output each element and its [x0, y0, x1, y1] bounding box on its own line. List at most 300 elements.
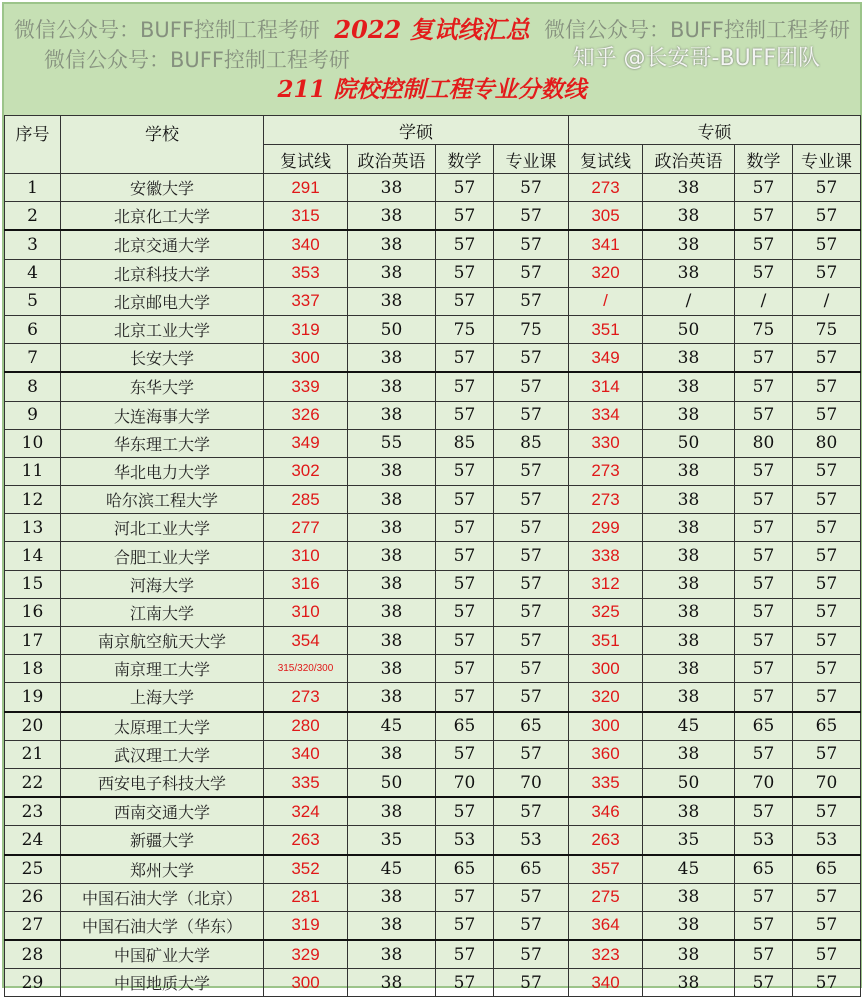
cell-professional-major: 57 [793, 797, 861, 826]
cell-index: 23 [5, 797, 61, 826]
cell-academic-major: 57 [494, 230, 569, 259]
cell-professional-major: 57 [793, 230, 861, 259]
cell-academic-politics-english: 38 [348, 514, 436, 542]
cell-professional-politics-english: 50 [643, 315, 735, 343]
cell-professional-retest-line: 273 [569, 457, 643, 485]
cell-academic-major: 57 [494, 797, 569, 826]
cell-professional-retest-line: 320 [569, 683, 643, 712]
cell-professional-politics-english: 50 [643, 768, 735, 797]
cell-professional-retest-line: 330 [569, 429, 643, 457]
cell-professional-math: 57 [735, 259, 793, 287]
table-row [5, 740, 861, 768]
table-row [5, 883, 861, 911]
cell-school: 新疆大学 [61, 826, 264, 855]
cell-school: 武汉理工大学 [61, 740, 264, 768]
cell-professional-math: 70 [735, 768, 793, 797]
cell-professional-math: 57 [735, 627, 793, 655]
score-table-sheet [2, 2, 862, 994]
cell-professional-retest-line: 314 [569, 372, 643, 401]
cell-academic-math: 57 [436, 174, 494, 202]
cell-academic-math: 57 [436, 542, 494, 570]
cell-academic-major: 57 [494, 655, 569, 683]
cell-academic-politics-english: 38 [348, 683, 436, 712]
cell-professional-retest-line: 300 [569, 712, 643, 741]
cell-school: 江南大学 [61, 598, 264, 626]
cell-academic-politics-english: 45 [348, 712, 436, 741]
cell-academic-math: 57 [436, 797, 494, 826]
cell-school: 中国石油大学（华东） [61, 911, 264, 940]
cell-professional-retest-line: 351 [569, 315, 643, 343]
table-row [5, 855, 861, 884]
cell-academic-retest-line: 273 [264, 683, 348, 712]
cell-professional-retest-line: 349 [569, 344, 643, 373]
cell-academic-major: 53 [494, 826, 569, 855]
subheader-professional: 复试线 [569, 145, 643, 174]
cell-academic-politics-english: 38 [348, 940, 436, 969]
cell-professional-politics-english: / [643, 287, 735, 315]
cell-professional-politics-english: 38 [643, 683, 735, 712]
cell-professional-politics-english: 38 [643, 655, 735, 683]
cell-academic-politics-english: 38 [348, 542, 436, 570]
cell-academic-retest-line: 315 [264, 202, 348, 231]
cell-professional-math: 57 [735, 883, 793, 911]
cell-index: 11 [5, 457, 61, 485]
cell-academic-politics-english: 45 [348, 855, 436, 884]
cell-professional-politics-english: 38 [643, 570, 735, 598]
cell-index: 8 [5, 372, 61, 401]
cell-professional-politics-english: 38 [643, 797, 735, 826]
cell-professional-retest-line: 346 [569, 797, 643, 826]
cell-school: 安徽大学 [61, 174, 264, 202]
cell-academic-math: 75 [436, 315, 494, 343]
cell-academic-retest-line: 329 [264, 940, 348, 969]
cell-index: 29 [5, 969, 61, 997]
cell-index: 5 [5, 287, 61, 315]
cell-academic-retest-line: 319 [264, 315, 348, 343]
cell-academic-retest-line: 263 [264, 826, 348, 855]
cell-academic-math: 57 [436, 457, 494, 485]
cell-academic-retest-line: 315/320/300 [264, 655, 348, 683]
cell-academic-math: 70 [436, 768, 494, 797]
cell-academic-politics-english: 38 [348, 401, 436, 429]
cell-professional-politics-english: 38 [643, 940, 735, 969]
cell-index: 24 [5, 826, 61, 855]
cell-academic-major: 57 [494, 514, 569, 542]
cell-professional-math: 57 [735, 797, 793, 826]
cell-academic-math: 57 [436, 598, 494, 626]
cell-professional-retest-line: 320 [569, 259, 643, 287]
cell-academic-math: 57 [436, 372, 494, 401]
cell-school: 北京邮电大学 [61, 287, 264, 315]
cell-academic-retest-line: 335 [264, 768, 348, 797]
cell-academic-retest-line: 319 [264, 911, 348, 940]
cell-academic-retest-line: 340 [264, 230, 348, 259]
cell-professional-politics-english: 38 [643, 542, 735, 570]
cell-academic-retest-line: 316 [264, 570, 348, 598]
cell-school: 中国矿业大学 [61, 940, 264, 969]
table-row [5, 570, 861, 598]
table-row [5, 826, 861, 855]
cell-professional-major: 57 [793, 514, 861, 542]
cell-academic-major: 57 [494, 683, 569, 712]
table-row [5, 712, 861, 741]
cell-academic-major: 57 [494, 883, 569, 911]
cell-professional-retest-line: 305 [569, 202, 643, 231]
cell-professional-math: 57 [735, 344, 793, 373]
cell-professional-major: 57 [793, 344, 861, 373]
cell-academic-politics-english: 50 [348, 315, 436, 343]
cell-index: 22 [5, 768, 61, 797]
cell-professional-politics-english: 38 [643, 883, 735, 911]
cell-school: 河海大学 [61, 570, 264, 598]
subheader-professional: 数学 [735, 145, 793, 174]
cell-professional-major: 57 [793, 969, 861, 997]
cell-professional-politics-english: 45 [643, 855, 735, 884]
cell-professional-retest-line: 325 [569, 598, 643, 626]
cell-academic-math: 57 [436, 486, 494, 514]
cell-professional-retest-line: 323 [569, 940, 643, 969]
cell-academic-retest-line: 340 [264, 740, 348, 768]
cell-index: 18 [5, 655, 61, 683]
cell-professional-major: 75 [793, 315, 861, 343]
subheader-professional: 专业课 [793, 145, 861, 174]
header-index: 序号 [5, 116, 61, 174]
cell-academic-math: 57 [436, 344, 494, 373]
cell-academic-major: 75 [494, 315, 569, 343]
subtitle: 211 院校控制工程专业分数线 [277, 76, 587, 103]
cell-professional-major: 57 [793, 911, 861, 940]
cell-school: 西南交通大学 [61, 797, 264, 826]
cell-professional-politics-english: 38 [643, 911, 735, 940]
cell-academic-politics-english: 55 [348, 429, 436, 457]
cell-academic-politics-english: 38 [348, 202, 436, 231]
cell-academic-retest-line: 281 [264, 883, 348, 911]
cell-professional-major: 53 [793, 826, 861, 855]
cell-professional-politics-english: 38 [643, 514, 735, 542]
cell-academic-math: 57 [436, 202, 494, 231]
cell-school: 华北电力大学 [61, 457, 264, 485]
cell-professional-math: 57 [735, 514, 793, 542]
cell-academic-politics-english: 38 [348, 259, 436, 287]
cell-professional-retest-line: 360 [569, 740, 643, 768]
cell-index: 12 [5, 486, 61, 514]
cell-index: 2 [5, 202, 61, 231]
cell-professional-math: 57 [735, 740, 793, 768]
cell-professional-retest-line: 273 [569, 174, 643, 202]
cell-school: 郑州大学 [61, 855, 264, 884]
cell-professional-math: 57 [735, 655, 793, 683]
table-row [5, 457, 861, 485]
cell-academic-math: 57 [436, 883, 494, 911]
table-row [5, 797, 861, 826]
table-row [5, 429, 861, 457]
cell-school: 北京科技大学 [61, 259, 264, 287]
cell-professional-math: 57 [735, 230, 793, 259]
cell-index: 3 [5, 230, 61, 259]
cell-academic-major: 57 [494, 969, 569, 997]
cell-professional-retest-line: 299 [569, 514, 643, 542]
table-row [5, 230, 861, 259]
cell-professional-major: 65 [793, 855, 861, 884]
cell-professional-major: 80 [793, 429, 861, 457]
cell-index: 19 [5, 683, 61, 712]
cell-school: 西安电子科技大学 [61, 768, 264, 797]
cell-academic-major: 65 [494, 855, 569, 884]
watermark-wechat: 微信公众号：BUFF控制工程考研 [44, 48, 350, 72]
cell-academic-math: 65 [436, 712, 494, 741]
cell-academic-math: 57 [436, 287, 494, 315]
cell-academic-politics-english: 50 [348, 768, 436, 797]
cell-academic-math: 57 [436, 911, 494, 940]
table-row [5, 344, 861, 373]
cell-academic-politics-english: 38 [348, 486, 436, 514]
cell-academic-politics-english: 38 [348, 344, 436, 373]
table-row [5, 940, 861, 969]
cell-professional-math: 57 [735, 174, 793, 202]
cell-academic-math: 57 [436, 627, 494, 655]
cell-index: 7 [5, 344, 61, 373]
cell-professional-retest-line: / [569, 287, 643, 315]
cell-professional-major: 70 [793, 768, 861, 797]
cell-professional-politics-english: 38 [643, 344, 735, 373]
cell-index: 6 [5, 315, 61, 343]
table-row [5, 486, 861, 514]
cell-academic-major: 57 [494, 570, 569, 598]
header-school: 学校 [61, 116, 264, 174]
cell-professional-politics-english: 38 [643, 740, 735, 768]
cell-academic-retest-line: 310 [264, 542, 348, 570]
cell-academic-major: 57 [494, 598, 569, 626]
cell-academic-major: 57 [494, 627, 569, 655]
cell-academic-major: 57 [494, 202, 569, 231]
cell-academic-major: 57 [494, 287, 569, 315]
cell-school: 太原理工大学 [61, 712, 264, 741]
cell-professional-math: / [735, 287, 793, 315]
cell-school: 河北工业大学 [61, 514, 264, 542]
cell-professional-major: 57 [793, 627, 861, 655]
cell-academic-politics-english: 38 [348, 457, 436, 485]
table-row [5, 542, 861, 570]
cell-academic-math: 57 [436, 969, 494, 997]
cell-academic-politics-english: 38 [348, 969, 436, 997]
table-row [5, 514, 861, 542]
cell-professional-major: 57 [793, 486, 861, 514]
cell-professional-major: 57 [793, 740, 861, 768]
cell-index: 9 [5, 401, 61, 429]
cell-professional-major: 57 [793, 598, 861, 626]
cell-academic-retest-line: 352 [264, 855, 348, 884]
cell-index: 20 [5, 712, 61, 741]
cell-index: 26 [5, 883, 61, 911]
cell-academic-politics-english: 38 [348, 911, 436, 940]
cell-index: 25 [5, 855, 61, 884]
table-row [5, 911, 861, 940]
header-academic: 学硕 [264, 116, 569, 145]
watermark-zhihu: 知乎 @长安哥-BUFF团队 [572, 46, 820, 71]
cell-professional-math: 57 [735, 202, 793, 231]
table-row [5, 683, 861, 712]
cell-academic-major: 85 [494, 429, 569, 457]
cell-professional-retest-line: 351 [569, 627, 643, 655]
cell-professional-math: 53 [735, 826, 793, 855]
cell-school: 华东理工大学 [61, 429, 264, 457]
cell-school: 北京化工大学 [61, 202, 264, 231]
cell-academic-major: 70 [494, 768, 569, 797]
cell-school: 中国石油大学（北京） [61, 883, 264, 911]
cell-index: 10 [5, 429, 61, 457]
subheader-academic: 数学 [436, 145, 494, 174]
cell-professional-major: 65 [793, 712, 861, 741]
cell-academic-retest-line: 277 [264, 514, 348, 542]
cell-professional-politics-english: 35 [643, 826, 735, 855]
cell-school: 中国地质大学 [61, 969, 264, 997]
cell-academic-major: 57 [494, 457, 569, 485]
cell-academic-major: 65 [494, 712, 569, 741]
cell-academic-politics-english: 38 [348, 598, 436, 626]
cell-professional-politics-english: 38 [643, 230, 735, 259]
cell-professional-politics-english: 38 [643, 401, 735, 429]
cell-school: 南京航空航天大学 [61, 627, 264, 655]
cell-professional-major: 57 [793, 883, 861, 911]
cell-professional-retest-line: 300 [569, 655, 643, 683]
subheader-academic: 复试线 [264, 145, 348, 174]
cell-professional-politics-english: 38 [643, 372, 735, 401]
table-row [5, 202, 861, 231]
cell-academic-politics-english: 38 [348, 287, 436, 315]
table-row [5, 287, 861, 315]
cell-index: 13 [5, 514, 61, 542]
cell-school: 南京理工大学 [61, 655, 264, 683]
cell-professional-retest-line: 312 [569, 570, 643, 598]
table-row [5, 401, 861, 429]
cell-professional-politics-english: 38 [643, 969, 735, 997]
cell-professional-major: 57 [793, 655, 861, 683]
cell-professional-retest-line: 275 [569, 883, 643, 911]
cell-school: 大连海事大学 [61, 401, 264, 429]
cell-academic-math: 65 [436, 855, 494, 884]
cell-professional-math: 80 [735, 429, 793, 457]
cell-professional-major: / [793, 287, 861, 315]
cell-professional-math: 65 [735, 855, 793, 884]
cell-school: 北京工业大学 [61, 315, 264, 343]
cell-professional-politics-english: 38 [643, 202, 735, 231]
cell-index: 17 [5, 627, 61, 655]
cell-professional-politics-english: 38 [643, 457, 735, 485]
cell-professional-retest-line: 263 [569, 826, 643, 855]
cell-academic-politics-english: 38 [348, 883, 436, 911]
cell-academic-politics-english: 38 [348, 174, 436, 202]
cell-professional-math: 57 [735, 940, 793, 969]
cell-professional-major: 57 [793, 401, 861, 429]
cell-professional-major: 57 [793, 372, 861, 401]
cell-professional-major: 57 [793, 174, 861, 202]
cell-academic-math: 57 [436, 683, 494, 712]
cell-professional-retest-line: 335 [569, 768, 643, 797]
cell-professional-major: 57 [793, 457, 861, 485]
cell-professional-major: 57 [793, 570, 861, 598]
cell-professional-math: 65 [735, 712, 793, 741]
cell-professional-retest-line: 341 [569, 230, 643, 259]
cell-professional-math: 75 [735, 315, 793, 343]
cell-academic-retest-line: 354 [264, 627, 348, 655]
cell-academic-retest-line: 300 [264, 344, 348, 373]
cell-school: 上海大学 [61, 683, 264, 712]
cell-professional-politics-english: 38 [643, 486, 735, 514]
cell-academic-major: 57 [494, 486, 569, 514]
cell-professional-politics-english: 38 [643, 598, 735, 626]
cell-academic-retest-line: 280 [264, 712, 348, 741]
cell-professional-retest-line: 357 [569, 855, 643, 884]
cell-academic-math: 57 [436, 740, 494, 768]
table-row [5, 315, 861, 343]
watermark-wechat: 微信公众号：BUFF控制工程考研 [14, 18, 320, 42]
cell-index: 4 [5, 259, 61, 287]
cell-academic-major: 57 [494, 259, 569, 287]
cell-academic-retest-line: 300 [264, 969, 348, 997]
cell-academic-major: 57 [494, 740, 569, 768]
cell-professional-math: 57 [735, 911, 793, 940]
cell-academic-math: 57 [436, 259, 494, 287]
cell-academic-major: 57 [494, 344, 569, 373]
cell-academic-politics-english: 38 [348, 797, 436, 826]
cell-academic-math: 57 [436, 570, 494, 598]
cell-academic-politics-english: 38 [348, 230, 436, 259]
cell-index: 21 [5, 740, 61, 768]
cell-academic-major: 57 [494, 372, 569, 401]
cell-professional-politics-english: 38 [643, 174, 735, 202]
cell-school: 合肥工业大学 [61, 542, 264, 570]
cell-index: 28 [5, 940, 61, 969]
cell-academic-retest-line: 326 [264, 401, 348, 429]
cell-academic-politics-english: 38 [348, 372, 436, 401]
table-row [5, 627, 861, 655]
cell-professional-math: 57 [735, 486, 793, 514]
cell-professional-math: 57 [735, 457, 793, 485]
cell-index: 16 [5, 598, 61, 626]
title: 2022 复试线汇总 [334, 15, 530, 44]
cell-academic-major: 57 [494, 174, 569, 202]
cell-academic-politics-english: 38 [348, 655, 436, 683]
cell-academic-politics-english: 35 [348, 826, 436, 855]
table-row [5, 372, 861, 401]
score-table [4, 115, 861, 997]
cell-academic-retest-line: 353 [264, 259, 348, 287]
cell-academic-math: 57 [436, 230, 494, 259]
cell-academic-math: 57 [436, 514, 494, 542]
cell-professional-retest-line: 273 [569, 486, 643, 514]
cell-professional-major: 57 [793, 202, 861, 231]
cell-academic-retest-line: 349 [264, 429, 348, 457]
subheader-professional: 政治英语 [643, 145, 735, 174]
cell-academic-politics-english: 38 [348, 627, 436, 655]
cell-professional-math: 57 [735, 542, 793, 570]
cell-academic-major: 57 [494, 911, 569, 940]
cell-index: 27 [5, 911, 61, 940]
cell-professional-major: 57 [793, 259, 861, 287]
cell-professional-major: 57 [793, 683, 861, 712]
cell-index: 1 [5, 174, 61, 202]
cell-professional-math: 57 [735, 401, 793, 429]
cell-school: 东华大学 [61, 372, 264, 401]
cell-index: 14 [5, 542, 61, 570]
cell-school: 北京交通大学 [61, 230, 264, 259]
cell-professional-major: 57 [793, 940, 861, 969]
subheader-academic: 政治英语 [348, 145, 436, 174]
cell-academic-major: 57 [494, 542, 569, 570]
cell-professional-retest-line: 338 [569, 542, 643, 570]
cell-academic-retest-line: 339 [264, 372, 348, 401]
watermark-wechat: 微信公众号：BUFF控制工程考研 [544, 18, 850, 42]
